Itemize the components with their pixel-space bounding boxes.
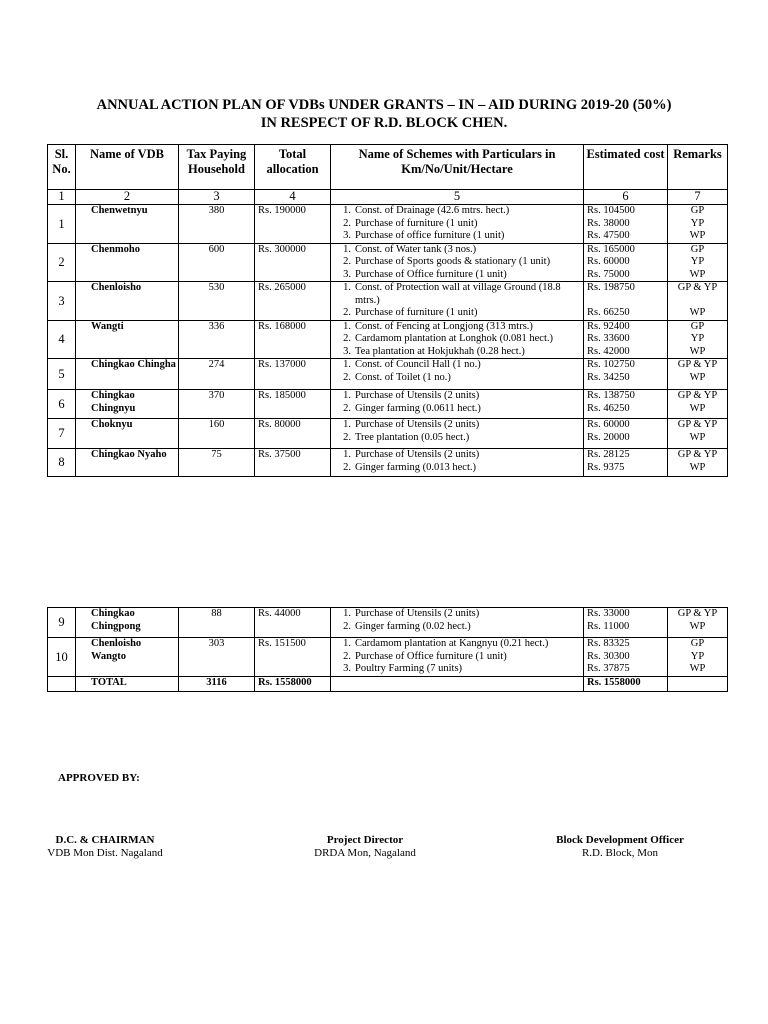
schemes-cell bbox=[331, 243, 584, 282]
header-sl-no: Sl. No. bbox=[48, 145, 76, 190]
column-number: 4 bbox=[255, 190, 331, 205]
remark-line: GP bbox=[690, 243, 705, 255]
vdb-name: Chingkao Chingha bbox=[76, 359, 179, 390]
scheme-text: Const. of Fencing at Longjong (313 mtrs.) bbox=[355, 320, 533, 332]
vdb-row bbox=[48, 449, 728, 477]
scheme-text: Const. of Drainage (42.6 mtrs. hect.) bbox=[355, 205, 510, 216]
cost-line: Rs. 33600 bbox=[587, 333, 630, 344]
scheme-item bbox=[335, 462, 583, 475]
sl-no: 5 bbox=[48, 359, 76, 390]
scheme-item bbox=[335, 638, 583, 651]
remarks-cell bbox=[668, 608, 728, 638]
scheme-item bbox=[335, 390, 583, 403]
cost-line: Rs. 75000 bbox=[587, 268, 630, 280]
sl-no: 4 bbox=[48, 320, 76, 359]
tax-households: 370 bbox=[179, 390, 255, 419]
tax-households: 600 bbox=[179, 243, 255, 282]
allocation: Rs. 151500 bbox=[255, 638, 331, 677]
scheme-item bbox=[335, 346, 583, 359]
scheme-number: 1. bbox=[343, 282, 351, 293]
scheme-number: 2. bbox=[343, 650, 351, 662]
scheme-text: Ginger farming (0.0611 hect.) bbox=[355, 402, 481, 414]
cost-line: Rs. 30300 bbox=[587, 650, 630, 662]
vdb-row bbox=[48, 419, 728, 449]
scheme-number: 2. bbox=[343, 431, 351, 443]
column-number-row bbox=[48, 190, 728, 205]
scheme-text: Const. of Council Hall (1 no.) bbox=[355, 359, 481, 370]
signatory-bdo bbox=[540, 834, 700, 860]
vdb-row bbox=[48, 359, 728, 390]
remarks-cell bbox=[668, 638, 728, 677]
sl-no: 1 bbox=[48, 205, 76, 244]
total-label: TOTAL bbox=[76, 676, 179, 691]
column-number: 7 bbox=[668, 190, 728, 205]
scheme-text: Purchase of Office furniture (1 unit) bbox=[355, 650, 507, 662]
total-sl-empty bbox=[48, 676, 76, 691]
schemes-cell bbox=[331, 608, 584, 638]
vdb-name: Choknyu bbox=[76, 419, 179, 449]
tax-households: 75 bbox=[179, 449, 255, 477]
total-schemes-empty bbox=[331, 676, 584, 691]
scheme-text: Const. of Protection wall at village Ground (18.8 mtrs.) bbox=[355, 282, 561, 306]
action-plan-table-continued bbox=[47, 607, 728, 692]
scheme-number: 3. bbox=[343, 230, 351, 241]
remark-line: GP & YP bbox=[677, 449, 718, 460]
scheme-number: 3. bbox=[343, 345, 351, 357]
cost-line: Rs. 42000 bbox=[587, 345, 630, 357]
sl-no: 6 bbox=[48, 390, 76, 419]
scheme-number: 1. bbox=[343, 449, 351, 460]
signatory-role: Block Development Officer bbox=[556, 834, 684, 846]
remarks-cell bbox=[668, 282, 728, 321]
scheme-number: 2. bbox=[343, 620, 351, 632]
remark-line: GP & YP bbox=[677, 608, 718, 619]
signatory-org: DRDA Mon, Nagaland bbox=[314, 847, 416, 859]
cost-line: Rs. 20000 bbox=[587, 431, 630, 443]
approved-by-label: APPROVED BY: bbox=[58, 772, 140, 784]
estimated-cost-cell bbox=[584, 359, 668, 390]
schemes-cell bbox=[331, 320, 584, 359]
scheme-item bbox=[335, 269, 583, 282]
vdb-name: Chenwetnyu bbox=[76, 205, 179, 244]
schemes-cell bbox=[331, 282, 584, 321]
remark-line: GP & YP bbox=[677, 390, 718, 401]
vdb-row bbox=[48, 320, 728, 359]
scheme-text: Cardamom plantation at Longhok (0.081 hect.) bbox=[355, 333, 553, 344]
schemes-cell bbox=[331, 638, 584, 677]
vdb-name: Chingkao Nyaho bbox=[76, 449, 179, 477]
scheme-item bbox=[335, 321, 583, 334]
action-plan-table bbox=[47, 144, 728, 477]
cost-line: Rs. 66250 bbox=[587, 307, 630, 318]
remark-line: GP bbox=[690, 205, 705, 216]
vdb-row bbox=[48, 390, 728, 419]
remark-line: WP bbox=[689, 402, 706, 414]
remark-line: GP & YP bbox=[677, 419, 718, 430]
column-number: 2 bbox=[76, 190, 179, 205]
cost-line: Rs. 165000 bbox=[587, 243, 635, 255]
cost-line: Rs. 34250 bbox=[587, 371, 630, 383]
scheme-item bbox=[335, 205, 583, 218]
allocation: Rs. 265000 bbox=[255, 282, 331, 321]
header-row bbox=[48, 145, 728, 190]
remark-line: WP bbox=[689, 345, 706, 357]
scheme-number: 1. bbox=[343, 390, 351, 401]
column-number: 6 bbox=[584, 190, 668, 205]
scheme-item bbox=[335, 244, 583, 257]
remark-line: GP & YP bbox=[677, 282, 718, 293]
cost-line: Rs. 60000 bbox=[587, 419, 630, 430]
cost-line: Rs. 102750 bbox=[587, 359, 635, 370]
remark-line: WP bbox=[689, 663, 706, 674]
vdb-row bbox=[48, 243, 728, 282]
remark-line: WP bbox=[689, 230, 706, 241]
schemes-cell bbox=[331, 449, 584, 477]
scheme-item bbox=[335, 282, 583, 307]
scheme-number: 2. bbox=[343, 402, 351, 414]
total-estimated-cost: Rs. 1558000 bbox=[584, 676, 668, 691]
vdb-name: Chenloisho Wangto bbox=[76, 638, 179, 677]
signatory-role: D.C. & CHAIRMAN bbox=[55, 834, 155, 846]
scheme-item bbox=[335, 230, 583, 243]
cost-line: Rs. 33000 bbox=[587, 608, 630, 619]
sl-no: 2 bbox=[48, 243, 76, 282]
document-title-line-1: ANNUAL ACTION PLAN OF VDBs UNDER GRANTS – IN – AID DURING 2019-20 (50%) bbox=[96, 97, 672, 113]
signatory-org: R.D. Block, Mon bbox=[581, 847, 659, 859]
remark-line: GP & YP bbox=[677, 359, 718, 370]
column-number: 3 bbox=[179, 190, 255, 205]
document-title-line-2: IN RESPECT OF R.D. BLOCK CHEN. bbox=[260, 115, 508, 131]
remarks-cell bbox=[668, 359, 728, 390]
scheme-text: Purchase of office furniture (1 unit) bbox=[355, 230, 505, 241]
vdb-name: Chenloisho bbox=[76, 282, 179, 321]
signatory-project-director bbox=[290, 834, 440, 860]
header-total-allocation: Total allocation bbox=[255, 145, 331, 190]
scheme-item bbox=[335, 307, 583, 320]
estimated-cost-cell bbox=[584, 608, 668, 638]
allocation: Rs. 137000 bbox=[255, 359, 331, 390]
scheme-number: 3. bbox=[343, 268, 351, 280]
tax-households: 303 bbox=[179, 638, 255, 677]
scheme-item bbox=[335, 608, 583, 621]
cost-line: Rs. 104500 bbox=[587, 205, 635, 216]
total-allocation: Rs. 1558000 bbox=[255, 676, 331, 691]
estimated-cost-cell bbox=[584, 282, 668, 321]
scheme-text: Ginger farming (0.02 hect.) bbox=[355, 620, 471, 632]
scheme-number: 1. bbox=[343, 419, 351, 430]
column-number: 1 bbox=[48, 190, 76, 205]
remarks-cell bbox=[668, 243, 728, 282]
sl-no: 9 bbox=[48, 608, 76, 638]
signatory-role: Project Director bbox=[326, 834, 404, 846]
cost-line bbox=[587, 295, 667, 308]
cost-line: Rs. 9375 bbox=[587, 461, 625, 473]
remark-line: YP bbox=[690, 333, 705, 344]
scheme-item bbox=[335, 449, 583, 462]
allocation: Rs. 300000 bbox=[255, 243, 331, 282]
scheme-item bbox=[335, 218, 583, 231]
header-remarks: Remarks bbox=[668, 145, 728, 190]
scheme-text: Purchase of Utensils (2 units) bbox=[355, 608, 480, 619]
remark-line: WP bbox=[689, 307, 706, 318]
signatory-chairman bbox=[30, 834, 180, 860]
estimated-cost-cell bbox=[584, 205, 668, 244]
cost-line: Rs. 198750 bbox=[587, 282, 635, 293]
tax-households: 274 bbox=[179, 359, 255, 390]
remarks-cell bbox=[668, 320, 728, 359]
header-vdb-name: Name of VDB bbox=[76, 145, 179, 190]
header-tax-paying-household: Tax Paying Household bbox=[179, 145, 255, 190]
allocation: Rs. 168000 bbox=[255, 320, 331, 359]
vdb-name: Chingkao Chingnyu bbox=[76, 390, 179, 419]
tax-households: 88 bbox=[179, 608, 255, 638]
cost-line: Rs. 47500 bbox=[587, 230, 630, 241]
estimated-cost-cell bbox=[584, 320, 668, 359]
scheme-text: Cardamom plantation at Kangnyu (0.21 hect.) bbox=[355, 638, 549, 649]
scheme-text: Const. of Toilet (1 no.) bbox=[355, 371, 451, 383]
scheme-item bbox=[335, 621, 583, 634]
estimated-cost-cell bbox=[584, 419, 668, 449]
estimated-cost-cell bbox=[584, 243, 668, 282]
scheme-text: Purchase of Utensils (2 units) bbox=[355, 390, 480, 401]
scheme-text: Purchase of Utensils (2 units) bbox=[355, 419, 480, 430]
cost-line: Rs. 138750 bbox=[587, 390, 635, 401]
scheme-text: Purchase of furniture (1 unit) bbox=[355, 307, 478, 318]
allocation: Rs. 37500 bbox=[255, 449, 331, 477]
estimated-cost-cell bbox=[584, 390, 668, 419]
remark-line bbox=[668, 295, 727, 308]
schemes-cell bbox=[331, 359, 584, 390]
scheme-number: 2. bbox=[343, 307, 351, 318]
tax-households: 336 bbox=[179, 320, 255, 359]
scheme-item bbox=[335, 403, 583, 416]
allocation: Rs. 190000 bbox=[255, 205, 331, 244]
vdb-name: Chenmoho bbox=[76, 243, 179, 282]
tax-households: 530 bbox=[179, 282, 255, 321]
allocation: Rs. 44000 bbox=[255, 608, 331, 638]
tax-households: 160 bbox=[179, 419, 255, 449]
scheme-number: 2. bbox=[343, 256, 351, 267]
scheme-item bbox=[335, 333, 583, 346]
cost-line: Rs. 28125 bbox=[587, 449, 630, 460]
cost-line: Rs. 37875 bbox=[587, 663, 630, 674]
scheme-number: 1. bbox=[343, 608, 351, 619]
scheme-number: 1. bbox=[343, 243, 351, 255]
scheme-text: Purchase of Sports goods & stationary (1 unit) bbox=[355, 256, 551, 267]
cost-line: Rs. 46250 bbox=[587, 402, 630, 414]
sl-no: 10 bbox=[48, 638, 76, 677]
scheme-text: Purchase of Office furniture (1 unit) bbox=[355, 268, 507, 280]
allocation: Rs. 185000 bbox=[255, 390, 331, 419]
scheme-number: 2. bbox=[343, 217, 351, 229]
remarks-cell bbox=[668, 419, 728, 449]
scheme-number: 1. bbox=[343, 359, 351, 370]
scheme-number: 1. bbox=[343, 638, 351, 649]
scheme-text: Ginger farming (0.013 hect.) bbox=[355, 461, 477, 473]
remark-line: GP bbox=[690, 320, 705, 332]
signatory-org: VDB Mon Dist. Nagaland bbox=[47, 847, 163, 859]
schemes-cell bbox=[331, 205, 584, 244]
scheme-text: Purchase of furniture (1 unit) bbox=[355, 217, 478, 229]
vdb-row bbox=[48, 282, 728, 321]
vdb-name: Wangti bbox=[76, 320, 179, 359]
remarks-cell bbox=[668, 449, 728, 477]
schemes-cell bbox=[331, 419, 584, 449]
sl-no: 7 bbox=[48, 419, 76, 449]
remark-line: WP bbox=[689, 268, 706, 280]
header-estimated-cost: Estimated cost bbox=[584, 145, 668, 190]
header-schemes: Name of Schemes with Particulars in Km/No/Unit/Hectare bbox=[331, 145, 584, 190]
scheme-item bbox=[335, 359, 583, 372]
estimated-cost-cell bbox=[584, 638, 668, 677]
scheme-number: 3. bbox=[343, 663, 351, 674]
scheme-item bbox=[335, 663, 583, 676]
scheme-text: Tree plantation (0.05 hect.) bbox=[355, 431, 470, 443]
scheme-item bbox=[335, 372, 583, 385]
cost-line: Rs. 11000 bbox=[587, 620, 630, 632]
scheme-text: Tea plantation at Hokjukhah (0.28 hect.) bbox=[355, 345, 525, 357]
remarks-cell bbox=[668, 390, 728, 419]
cost-line: Rs. 92400 bbox=[587, 320, 630, 332]
scheme-item bbox=[335, 419, 583, 432]
total-remarks-empty bbox=[668, 676, 728, 691]
schemes-cell bbox=[331, 390, 584, 419]
scheme-item bbox=[335, 256, 583, 269]
remark-line: WP bbox=[689, 431, 706, 443]
cost-line: Rs. 38000 bbox=[587, 217, 630, 229]
remark-line: WP bbox=[689, 461, 706, 473]
scheme-item bbox=[335, 651, 583, 664]
remark-line: GP bbox=[690, 638, 705, 649]
scheme-number: 2. bbox=[343, 333, 351, 344]
scheme-number: 2. bbox=[343, 371, 351, 383]
estimated-cost-cell bbox=[584, 449, 668, 477]
remark-line: WP bbox=[689, 371, 706, 383]
remark-line: WP bbox=[689, 620, 706, 632]
scheme-text: Purchase of Utensils (2 units) bbox=[355, 449, 480, 460]
cost-line: Rs. 60000 bbox=[587, 256, 630, 267]
column-number: 5 bbox=[331, 190, 584, 205]
remark-line: YP bbox=[690, 256, 705, 267]
sl-no: 8 bbox=[48, 449, 76, 477]
remark-line: YP bbox=[690, 650, 705, 662]
scheme-text: Poultry Farming (7 units) bbox=[355, 663, 463, 674]
remark-line: YP bbox=[690, 217, 705, 229]
scheme-number: 1. bbox=[343, 320, 351, 332]
vdb-name: Chingkao Chingpong bbox=[76, 608, 179, 638]
scheme-number: 1. bbox=[343, 205, 351, 216]
total-tax-households: 3116 bbox=[179, 676, 255, 691]
tax-households: 380 bbox=[179, 205, 255, 244]
scheme-text: Const. of Water tank (3 nos.) bbox=[355, 243, 477, 255]
vdb-row bbox=[48, 638, 728, 677]
scheme-number: 2. bbox=[343, 461, 351, 473]
vdb-row bbox=[48, 205, 728, 244]
cost-line: Rs. 83325 bbox=[587, 638, 630, 649]
scheme-item bbox=[335, 432, 583, 445]
allocation: Rs. 80000 bbox=[255, 419, 331, 449]
total-row bbox=[48, 676, 728, 691]
sl-no: 3 bbox=[48, 282, 76, 321]
remarks-cell bbox=[668, 205, 728, 244]
vdb-row bbox=[48, 608, 728, 638]
